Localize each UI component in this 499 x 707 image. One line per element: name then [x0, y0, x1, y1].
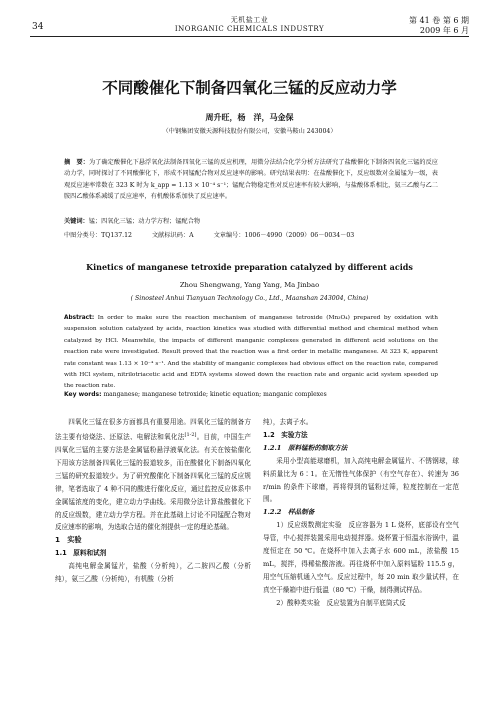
- method-paragraph-1: 采用小型高能球磨机，加入高纯电解金属锰片、不锈钢球，球料质量比为 6∶1。在无惰性气体保护（有空气存在）、转速为 36 r/min 的条件下球磨，再将得到的锰粉过筛，粒度控制在一定范围。: [263, 456, 459, 504]
- abstract-en-text: In order to make sure the reaction mechanism of manganese tetroxide (Mn₃O₄) prepared by oxidation with suspension solution catalyzed by acids, reaction kinetics was studied with differential method and chemical method when catalyzed by HCl. Meanwhile, the impacts of different manganic complexes generated in different acid solutions on the reaction rate were investigated. Result proved that the reaction was a first order in metallic manganese. At 323 K, apparent rate constant was 1.13 × 10⁻⁴ s⁻¹. And the stability of manganic complexes had obvious effect on the reaction rate, compared with HCl system, nitrilotriacetic acid and EDTA systems slowed down the reaction rate and organic acid system speeded up the reaction rate.: [64, 315, 438, 390]
- keywords-en-text: manganese; manganese tetroxide; kinetic equation; manganic complexes: [103, 391, 327, 398]
- keywords-en: [64, 391, 438, 398]
- subsection-heading-1-2: 1.2 实验方法: [263, 430, 308, 439]
- doc-code: 文献标识码：A: [151, 232, 194, 239]
- abstract-cn: [64, 157, 438, 203]
- authors-en: Zhou Shengwang, Yang Yang, Ma Jinbao: [179, 281, 320, 289]
- authors: 周升旺，杨 洋，马金保: [205, 112, 294, 122]
- abstract-cn-text: 为了确定酸催化下悬浮氧化法制备四氧化三锰的反应机理，用微分法结合化学分析方法研究了盐酸催化下制备四氧化三锰的反应动力学，同时探讨了不同酸催化下，形成不同锰配合物对反应速率的影响。研究结果表明：在盐酸催化下，反应级数对金属锰为一级，表观反应速率常数在 323 K 时为 k_app = 1.13 × 10⁻⁴ s⁻¹；锰配合物稳定性对反应速率有较大影响，与盐酸体系相比，氨三乙酸与乙二胺四乙酸体系减缓了反应速率，有机酸体系加快了反应速率。: [64, 159, 438, 201]
- clc-number: 中图分类号：TQ137.12: [64, 232, 132, 239]
- body-column-right: [263, 416, 459, 610]
- intro-text: 四氧化三锰在很多方面都具有重要用途。四氧化三锰的制备方法主要有焙烧法、还原法、电解法和氧化法: [55, 418, 251, 442]
- intro-text-cont: 。目前，中国生产四氧化三锰的主要方法是金属锰粉悬浮液氧化法。有关在铵盐催化下用该方法制备四氧化三锰的报道较多，而在酸催化下制备四氧化三锰的研究报道较少。为了研究酸催化下制备四氧化三锰的反应规律，笔者选取了 4 种不同的酸进行催化反应，通过监控反应体系中金属锰浓度的变化，建立动力学曲线。采用微分法计算盐酸催化下的反应级数，建立动力学方程。并在此基础上讨论不同锰配合物对反应速率的影响，为选取合适的催化剂提供一定的理论基础。: [55, 433, 252, 532]
- affiliation-en: ( Sinosteel Anhui Tianyuan Technology Co., Ltd., Maanshan 243004, China): [130, 295, 369, 302]
- abstract-cn-label: 摘 要：: [64, 159, 89, 166]
- classification-meta: [64, 230, 438, 239]
- subsection-heading-1-2-1: 1.2.1 原料锰粉的制取方法: [263, 443, 348, 452]
- body-column-left: [55, 416, 251, 586]
- paper-title-en: Kinetics of manganese tetroxide preparation catalyzed by different acids: [86, 262, 413, 272]
- affiliation: （中钢集团安徽天源科技股份有限公司，安徽马鞍山 243004）: [162, 128, 337, 135]
- section-heading-1: 1 实验: [55, 535, 82, 545]
- page-number: 34: [32, 22, 44, 32]
- keywords-cn-label: 关键词：: [64, 218, 89, 225]
- abstract-en: [64, 313, 438, 393]
- method-paragraph-3: 2）酸种类实验 反应装置为自制平底筒式反: [276, 598, 406, 607]
- journal-name-cn: 无机盐工业: [230, 16, 269, 24]
- intro-paragraph: [55, 416, 251, 534]
- keywords-cn-text: 锰；四氧化三锰；动力学方程；锰配合物: [88, 218, 201, 225]
- method-paragraph-2: 1）反应级数测定实验 反应容器为 1 L 烧杯，底部设有空气导管，中心搅拌装置采用电动搅拌器。烧杯置于恒温水浴锅中，温度恒定在 50 ℃。在烧杯中加入去离子水 600 mL，浓盐酸 15 mL，搅拌，得稀盐酸溶液。再往烧杯中加入原料锰粉 115.5 g，用空气压缩机通入空气。反应过程中，每 20 min 取少量试样，在真空干燥箱中进行低温（80 ℃）干燥，制得测试样品。: [263, 521, 459, 594]
- header-rule: [30, 36, 469, 37]
- paper-title: 不同酸催化下制备四氧化三锰的反应动力学: [102, 79, 397, 97]
- article-number: 文章编号：1006－4990（2009）06－0034－03: [213, 232, 355, 239]
- keywords-cn: [64, 216, 438, 225]
- materials-paragraph: 高纯电解金属锰片，盐酸（分析纯），乙二胺四乙酸（分析纯），氨三乙酸（分析纯），有机酸（分析: [55, 562, 251, 584]
- subsection-heading-1-1: 1.1 原料和试剂: [55, 549, 107, 558]
- issue-date: 2009 年 6 月: [419, 26, 469, 35]
- issue-info: [409, 16, 469, 36]
- keywords-en-label: Key words:: [64, 391, 102, 398]
- subsection-heading-1-2-2: 1.2.2 样品制备: [263, 508, 315, 517]
- materials-continued: 纯），去离子水。: [263, 418, 313, 426]
- abstract-en-label: Abstract:: [64, 315, 95, 321]
- journal-name-en: INORGANIC CHEMICALS INDUSTRY: [174, 25, 325, 33]
- volume-issue: 第 41 卷 第 6 期: [409, 16, 469, 25]
- citation-ref: [1-2]: [184, 431, 197, 438]
